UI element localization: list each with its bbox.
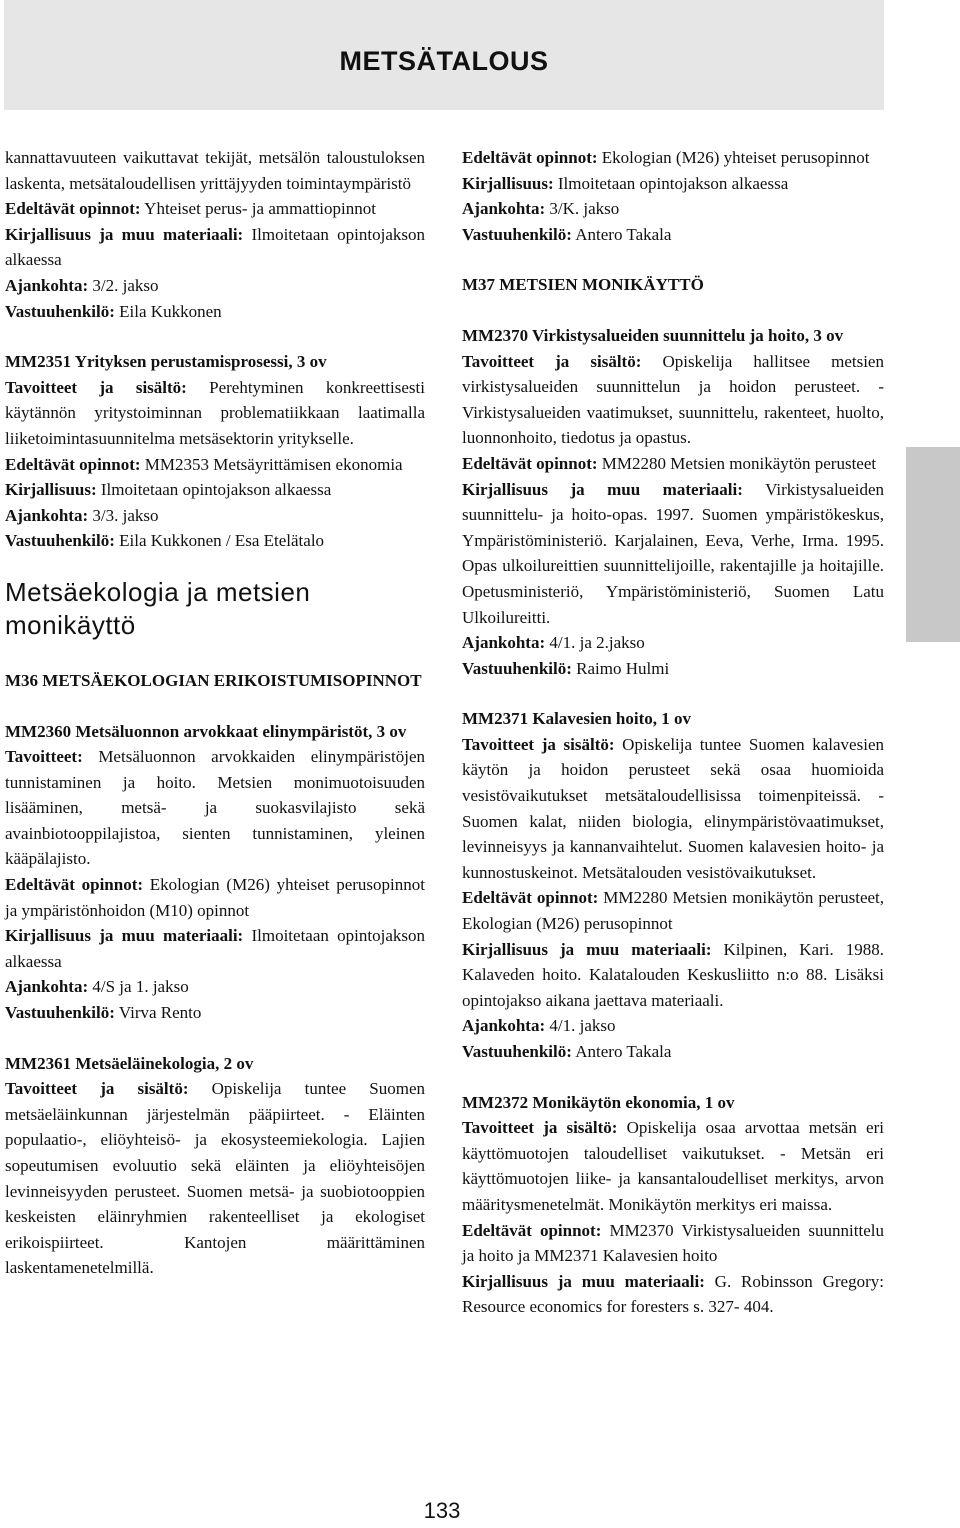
field-label: Tavoitteet ja sisältö:: [462, 734, 615, 754]
field-value: Ilmoitetaan opintojakson alkaessa: [5, 926, 425, 971]
field-label: Kirjallisuus ja muu materiaali:: [462, 1271, 705, 1291]
field-edeltavat-opinnot: [462, 1218, 884, 1269]
body-text: kannattavuuteen vaikuttavat tekijät, metsälön taloustuloksen laskenta, metsätaloudellisen yrittäjyyden toimintaympäristö: [5, 148, 425, 193]
field-label: Kirjallisuus:: [5, 480, 97, 500]
field-label: Tavoitteet ja sisältö:: [5, 377, 187, 397]
field-kirjallisuus: [5, 477, 425, 503]
field-edeltavat-opinnot: [5, 196, 425, 222]
field-kirjallisuus-ja-muu-materiaali: [462, 1269, 884, 1320]
field-tavoitteet-ja-sisalto: [462, 1115, 884, 1217]
field-value: Yhteiset perus- ja ammattiopinnot: [140, 199, 376, 219]
field-tavoitteet-ja-sisalto: [462, 349, 884, 451]
field-label: Ajankohta:: [462, 633, 546, 653]
course-title: MM2361 Metsäeläinekologia, 2 ov: [5, 1053, 254, 1073]
field-label: Edeltävät opinnot:: [5, 875, 144, 895]
field-label: Edeltävät opinnot:: [5, 454, 141, 474]
field-value: Opiskelija tuntee Suomen kalavesien käytön ja hoidon perusteet sekä osaa huomioida vesistövaikutukset metsätaloudellisissa toimenpiteissä. - Suomen kalat, niiden biologia, elinympäristövaatimukset, levinneisyys ja kannanvaihtelut. Suomen kalavesien hoito- ja kunnostuskeinot. Metsätalouden vesistövaikutukset.: [462, 734, 884, 882]
field-label: Vastuuhenkilö:: [5, 301, 115, 321]
field-value: Virkistysalueiden suunnittelu- ja hoito-opas. 1997. Suomen ympäristökeskus, Ympäristöministeriö. Karjalainen, Eeva, Verhe, Irma. 1995. Opas ulkoilureittien suunnittelijoille, rakentajille ja hoitajille. Opetusministeriö, Ympäristöministeriö, Suomen Latu Ulkoilureitti.: [462, 479, 884, 627]
field-label: Kirjallisuus ja muu materiaali:: [462, 479, 743, 499]
field-value: Raimo Hulmi: [571, 658, 670, 678]
field-value: Opiskelija hallitsee metsien virkistysalueiden suunnittelun ja hoidon perusteet. - Virkistysalueiden vaatimukset, suunnittelu, rakenteet, huolto, luonnonhoito, tiedotus ja opastus.: [462, 351, 884, 448]
field-label: Edeltävät opinnot:: [5, 199, 141, 219]
field-value: Ilmoitetaan opintojakson alkaessa: [96, 480, 332, 500]
field-ajankohta: [462, 630, 884, 656]
field-label: Edeltävät opinnot:: [462, 148, 598, 167]
course-title: MM2351 Yrityksen perustamisprosessi, 3 ov: [5, 352, 327, 372]
course-title: MM2372 Monikäytön ekonomia, 1 ov: [462, 1092, 735, 1112]
section-heading: Metsäekologia ja metsien monikäyttö: [5, 576, 311, 640]
field-label: Edeltävät opinnot:: [462, 1220, 602, 1240]
field-label: Vastuuhenkilö:: [462, 658, 572, 678]
field-value: Ilmoitetaan opintojakson alkaessa: [5, 224, 425, 270]
module-heading: M36 METSÄEKOLOGIAN ERIKOISTUMISOPINNOT: [5, 670, 422, 690]
field-value: MM2280 Metsien monikäytön perusteet, Ekologian (M26) perusopinnot: [462, 888, 885, 934]
field-value: Eila Kukkonen: [114, 301, 222, 321]
right-column: [462, 145, 884, 1320]
field-label: Edeltävät opinnot:: [462, 453, 598, 473]
field-value: Perehtyminen konkreettisesti käytännön yritystoiminnan problematiikkaan laatimalla liiketoimintasuunnitelma metsäsektorin yritykselle.: [5, 377, 425, 448]
field-edeltavat-opinnot: [462, 145, 884, 171]
field-value: 3/3. jakso: [88, 505, 159, 525]
course-title: MM2360 Metsäluonnon arvokkaat elinympäristöt, 3 ov: [5, 721, 407, 741]
field-kirjallisuus: [462, 171, 884, 197]
field-tavoitteet-ja-sisalto: [462, 732, 884, 886]
field-vastuuhenkilo: [5, 1000, 425, 1026]
field-value: Ekologian (M26) yhteiset perusopinnot: [597, 148, 870, 167]
field-vastuuhenkilo: [462, 1039, 884, 1065]
field-vastuuhenkilo: [462, 222, 884, 248]
field-label: Ajankohta:: [462, 199, 546, 219]
field-label: Tavoitteet:: [5, 747, 83, 767]
field-vastuuhenkilo: [5, 299, 425, 325]
field-value: 4/1. ja 2.jakso: [545, 633, 645, 653]
field-value: MM2353 Metsäyrittämisen ekonomia: [140, 454, 403, 474]
field-label: Ajankohta:: [462, 1016, 546, 1036]
field-vastuuhenkilo: [462, 656, 884, 682]
field-ajankohta: [5, 503, 425, 529]
field-value: MM2370 Virkistysalueiden suunnittelu ja hoito ja MM2371 Kalavesien hoito: [462, 1220, 884, 1266]
field-label: Vastuuhenkilö:: [5, 1003, 115, 1023]
field-value: 4/1. jakso: [545, 1016, 616, 1036]
field-value: Antero Takala: [571, 224, 672, 244]
field-label: Tavoitteet ja sisältö:: [462, 351, 642, 371]
field-value: Kilpinen, Kari. 1988. Kalaveden hoito. Kalatalouden Keskusliitto n:o 88. Lisäksi opintojakso aikana jaettava materiaali.: [462, 939, 884, 1010]
field-ajankohta: [462, 1013, 884, 1039]
field-label: Vastuuhenkilö:: [5, 531, 115, 551]
field-value: Antero Takala: [571, 1042, 672, 1061]
field-kirjallisuus-ja-muu-materiaali: [462, 937, 884, 1014]
field-ajankohta: [462, 196, 884, 222]
field-value: Metsäluonnon arvokkaiden elinympäristöjen tunnistaminen ja hoito. Metsien monimuotoisuuden lisääminen, metsä- ja suokasvilajisto sekä avainbiotooppilajistoa, sienten tunnistaminen, yleinen kääpälajisto.: [5, 747, 425, 869]
field-value: Eila Kukkonen / Esa Etelätalo: [114, 531, 325, 551]
field-label: Ajankohta:: [5, 505, 89, 525]
side-tab-marker: [906, 447, 960, 642]
left-column: [5, 145, 425, 1281]
field-label: Edeltävät opinnot:: [462, 888, 599, 908]
field-value: 3/2. jakso: [88, 275, 159, 295]
field-label: Kirjallisuus ja muu materiaali:: [5, 926, 244, 946]
field-value: Ekologian (M26) yhteiset perusopinnot ja ympäristönhoidon (M10) opinnot: [5, 875, 425, 920]
field-label: Tavoitteet ja sisältö:: [5, 1079, 189, 1099]
field-value: MM2280 Metsien monikäytön perusteet: [597, 453, 877, 473]
field-ajankohta: [5, 273, 425, 299]
module-heading: M37 METSIEN MONIKÄYTTÖ: [462, 275, 704, 295]
field-value: Ilmoitetaan opintojakson alkaessa: [553, 173, 789, 193]
field-value: 3/K. jakso: [545, 199, 620, 219]
field-label: Vastuuhenkilö:: [462, 1042, 572, 1061]
field-edeltavat-opinnot: [5, 872, 425, 923]
field-edeltavat-opinnot: [462, 451, 884, 477]
field-ajankohta: [5, 974, 425, 1000]
field-label: Kirjallisuus ja muu materiaali:: [462, 939, 712, 959]
field-tavoitteet: [5, 744, 425, 872]
field-value: Virva Rento: [114, 1003, 202, 1023]
course-title: MM2370 Virkistysalueiden suunnittelu ja hoito, 3 ov: [462, 325, 844, 345]
course-title: MM2371 Kalavesien hoito, 1 ov: [462, 709, 692, 729]
field-kirjallisuus-ja-muu-materiaali: [462, 477, 884, 631]
field-edeltavat-opinnot: [5, 452, 425, 478]
field-value: G. Robinsson Gregory: Resource economics for foresters s. 327- 404.: [462, 1271, 884, 1317]
field-label: Vastuuhenkilö:: [462, 224, 572, 244]
field-label: Ajankohta:: [5, 275, 89, 295]
field-tavoitteet-ja-sisalto: [5, 375, 425, 452]
field-vastuuhenkilo: [5, 528, 425, 554]
field-value: Opiskelija osaa arvottaa metsän eri käyttömuotojen taloudelliset vaikutukset. - Metsän eri käyttömuotojen liike- ja kansantaloudelliset merkitys, arvon määritysmenetelmät. Monikäytön merkitys eri maissa.: [462, 1118, 884, 1214]
field-label: Ajankohta:: [5, 977, 89, 997]
field-label: Tavoitteet ja sisältö:: [462, 1118, 618, 1138]
field-kirjallisuus-ja-muu-materiaali: [5, 923, 425, 974]
field-value: 4/S ja 1. jakso: [88, 977, 189, 997]
field-kirjallisuus-ja-muu-materiaali: [5, 222, 425, 273]
field-label: Kirjallisuus ja muu materiaali:: [5, 224, 244, 244]
field-value: Opiskelija tuntee Suomen metsäeläinkunnan järjestelmän pääpiirteet. - Eläinten populaatio-, eliöyhteisö- ja ekosysteemiekologia. Lajien sopeutumisen evoluutio sekä eläinten ja eliöyhteisöjen levinneisyyden perusteet. Suomen metsä- ja suobiotooppien keskeisten eläinryhmien rakenteelliset ja ekologiset erikoispiirteet. Kantojen määrittäminen laskentamenetelmillä.: [5, 1079, 425, 1278]
field-label: Kirjallisuus:: [462, 173, 554, 193]
page-number: 133: [423, 1498, 461, 1523]
field-edeltavat-opinnot: [462, 885, 884, 936]
page-title: METSÄTALOUS: [339, 46, 549, 76]
field-tavoitteet-ja-sisalto: [5, 1076, 425, 1281]
